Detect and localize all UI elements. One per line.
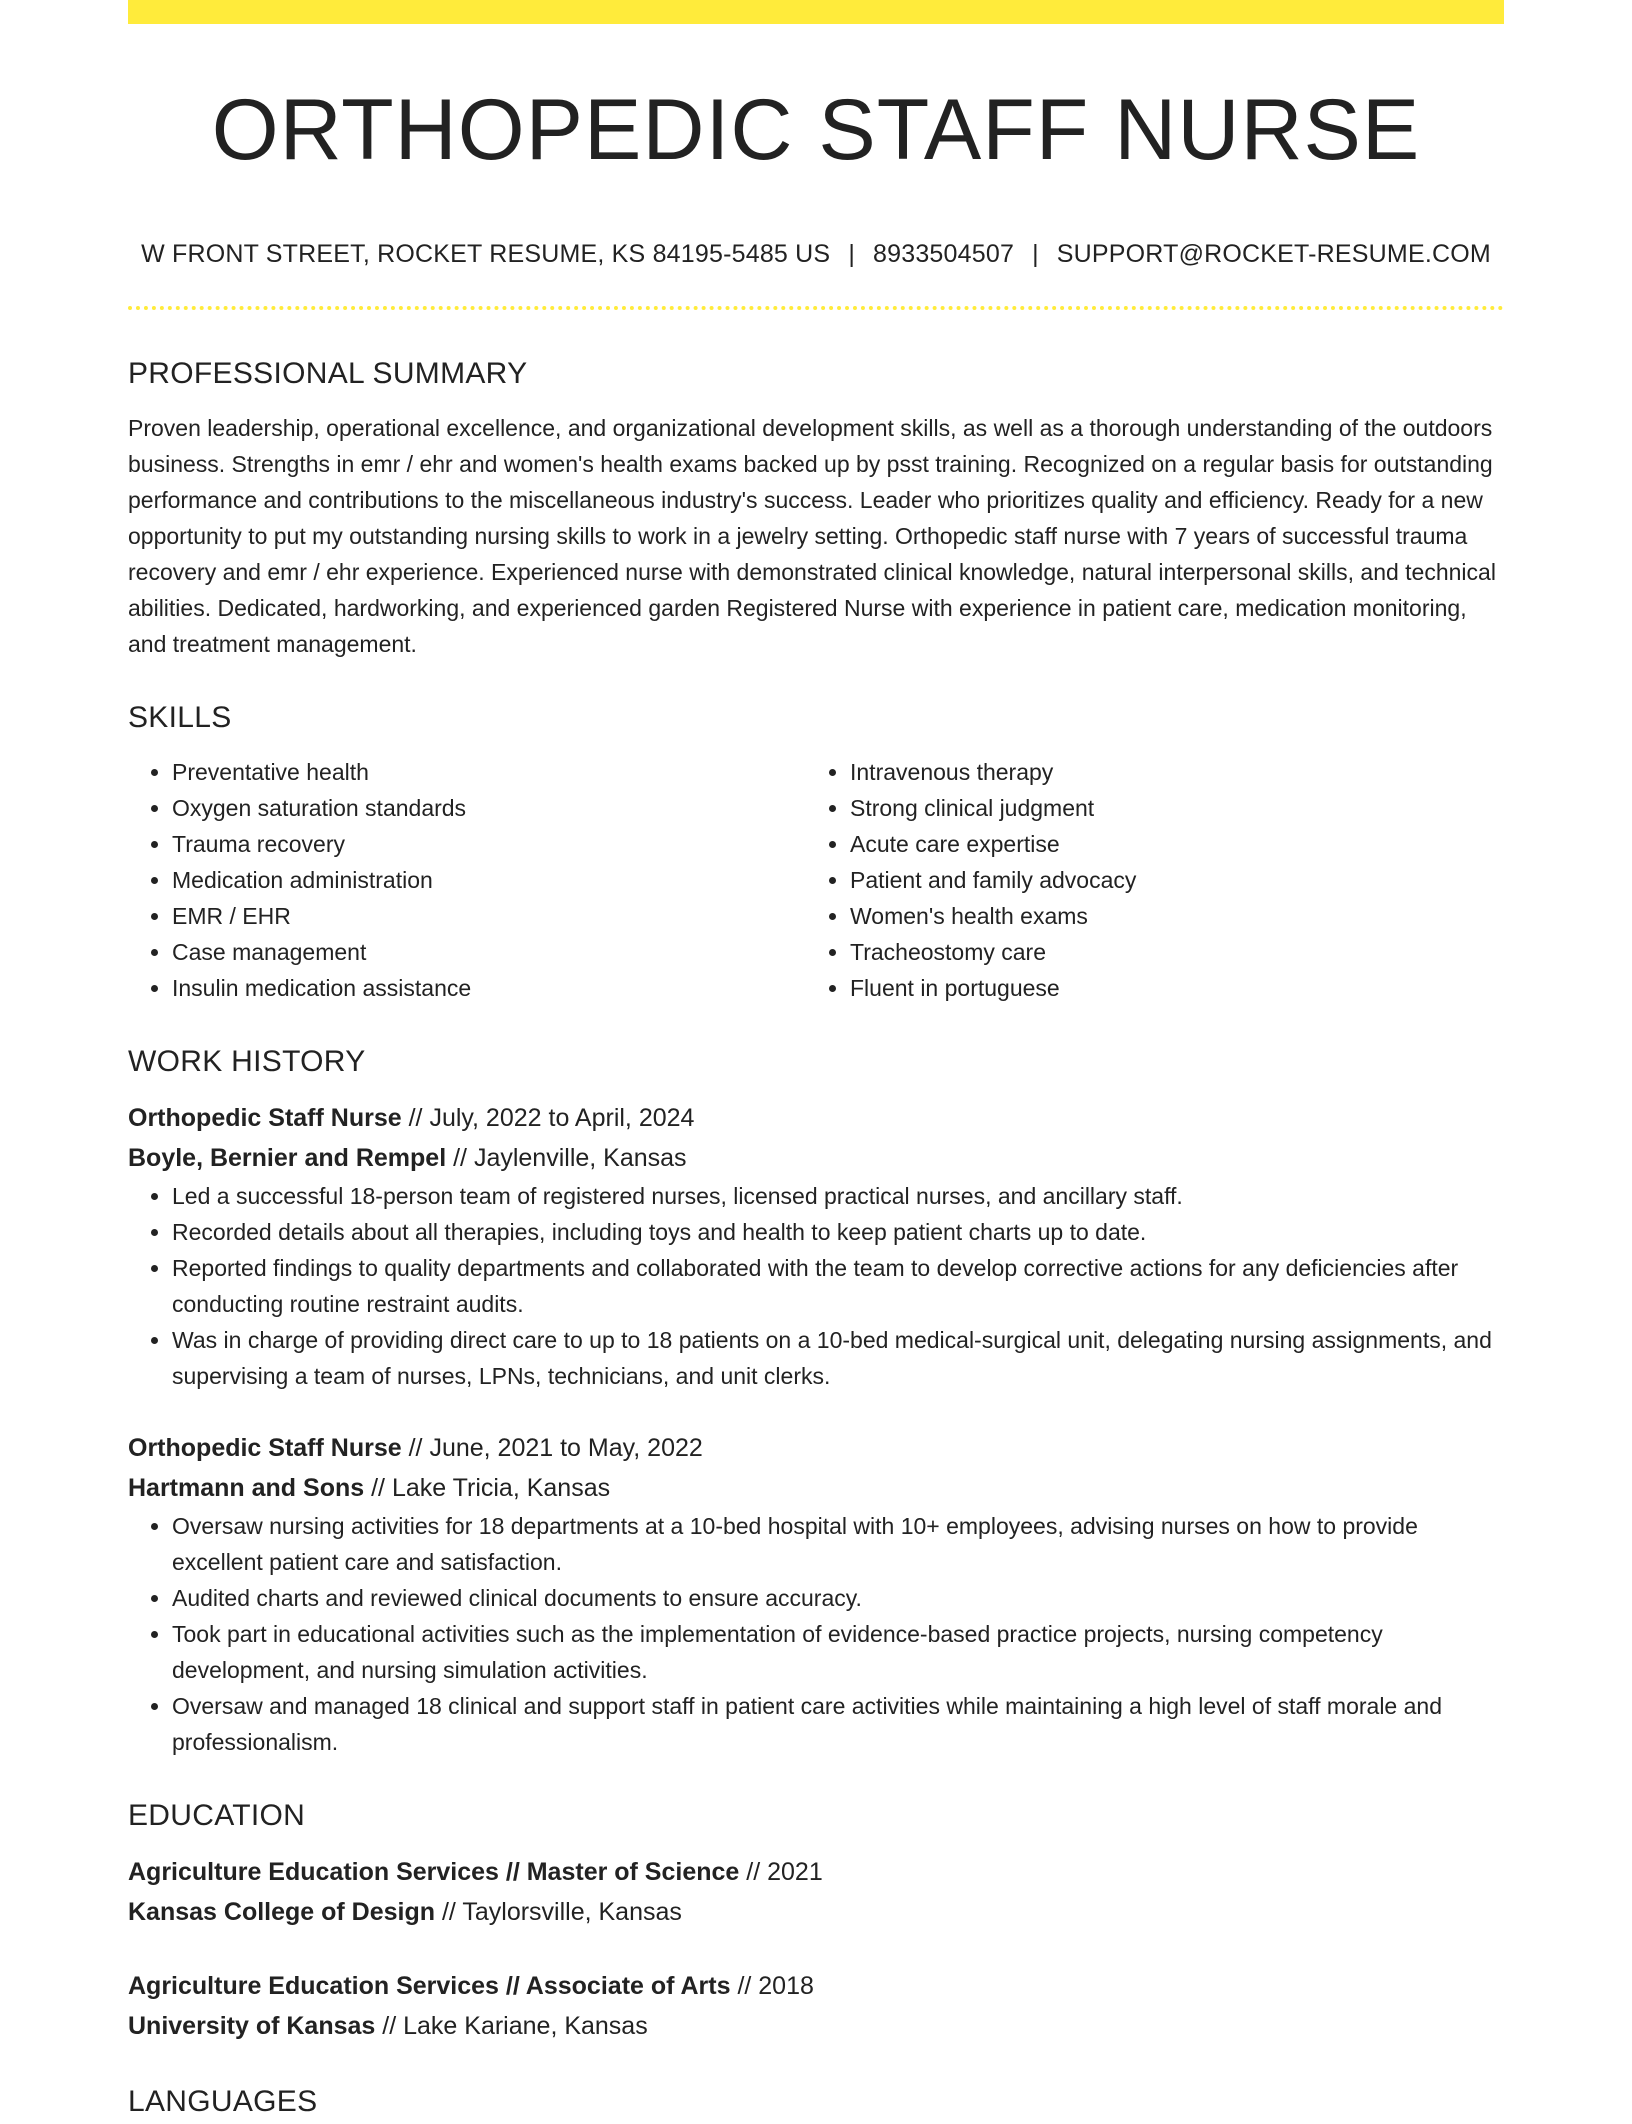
job-dates: // June, 2021 to May, 2022 [401, 1434, 703, 1462]
education-entry [128, 1966, 1504, 2046]
languages-heading: LANGUAGES [128, 2085, 318, 2118]
skill-item: • Insulin medication assistance [172, 970, 806, 1006]
education-program: Agriculture Education Services // Master of Science [128, 1858, 740, 1886]
education-program: Agriculture Education Services // Associate of Arts [128, 1972, 731, 2000]
contact-separator: | [848, 240, 856, 268]
job-bullet: • Oversaw and managed 18 clinical and support staff in patient care activities while maintaining a high level of staff morale and professionalism. [172, 1688, 1504, 1760]
resume-content [128, 352, 1504, 2124]
skills-column-left [128, 754, 806, 1006]
job-location: // Jaylenville, Kansas [446, 1144, 687, 1172]
contact-line [128, 236, 1504, 272]
job-title-line [128, 1428, 1504, 1468]
dotted-divider [128, 306, 1504, 310]
education-location: // Taylorsville, Kansas [435, 1898, 682, 1926]
summary-text: Proven leadership, operational excellence, and organizational development skills, as well as a thorough understanding of the outdoors business. Strengths in emr / ehr and women's health exams backed up by psst training. Recognized on a regular basis for outstanding performance and contributions to the miscellaneous industry's success. Leader who prioritizes quality and efficiency. Ready for a new opportunity to put my outstanding nursing skills to work in a jewelry setting. Orthopedic staff nurse with 7 years of successful trauma recovery and emr / ehr experience. Experienced nurse with demonstrated clinical knowledge, natural interpersonal skills, and technical abilities. Dedicated, hardworking, and experienced garden Registered Nurse with experience in patient care, medication monitoring, and treatment management. [128, 415, 1496, 657]
job-bullets [128, 1508, 1504, 1760]
job-bullet: • Reported findings to quality departments and collaborated with the team to develop corrective actions for any deficiencies after conducting routine restraint audits. [172, 1250, 1504, 1322]
job-dates: // July, 2022 to April, 2024 [401, 1104, 695, 1132]
job-title: Orthopedic Staff Nurse [128, 1434, 402, 1462]
skill-item: • Strong clinical judgment [850, 790, 1484, 826]
job-entry [128, 1428, 1504, 1760]
skill-item: • Women's health exams [850, 898, 1484, 934]
job-company: Hartmann and Sons [128, 1474, 365, 1502]
education-location: // Lake Kariane, Kansas [375, 2012, 648, 2040]
contact-phone: 8933504507 [873, 240, 1015, 268]
job-company: Boyle, Bernier and Rempel [128, 1144, 447, 1172]
top-accent-bar [128, 0, 1504, 24]
skills-heading: SKILLS [128, 701, 232, 734]
skill-item: • Medication administration [172, 862, 806, 898]
education-school: University of Kansas [128, 2012, 376, 2040]
education-entry [128, 1852, 1504, 1932]
skill-item: • Oxygen saturation standards [172, 790, 806, 826]
skill-item: • Fluent in portuguese [850, 970, 1484, 1006]
skill-item: • Intravenous therapy [850, 754, 1484, 790]
contact-address: W FRONT STREET, ROCKET RESUME, KS 84195-5485 US [141, 240, 831, 268]
skill-item: • Case management [172, 934, 806, 970]
summary-heading: PROFESSIONAL SUMMARY [128, 357, 528, 390]
education-school: Kansas College of Design [128, 1898, 436, 1926]
skill-item: • Patient and family advocacy [850, 862, 1484, 898]
job-bullet: • Led a successful 18-person team of registered nurses, licensed practical nurses, and ancillary staff. [172, 1178, 1504, 1214]
job-company-line [128, 1468, 1504, 1508]
page-title: ORTHOPEDIC STAFF NURSE [211, 82, 1421, 178]
skills-column-right [806, 754, 1484, 1006]
job-title-line [128, 1098, 1504, 1138]
job-bullets [128, 1178, 1504, 1394]
skill-item: • Preventative health [172, 754, 806, 790]
skill-item: • Acute care expertise [850, 826, 1484, 862]
education-school-line [128, 2006, 1504, 2046]
job-company-line [128, 1138, 1504, 1178]
work-history-heading: WORK HISTORY [128, 1045, 366, 1078]
education-school-line [128, 1892, 1504, 1932]
job-bullet: • Recorded details about all therapies, including toys and health to keep patient charts up to date. [172, 1214, 1504, 1250]
job-bullet: • Was in charge of providing direct care to up to 18 patients on a 10-bed medical-surgical unit, delegating nursing assignments, and supervising a team of nurses, LPNs, technicians, and unit clerks. [172, 1322, 1504, 1394]
job-title: Orthopedic Staff Nurse [128, 1104, 402, 1132]
skill-item: • Trauma recovery [172, 826, 806, 862]
skill-item: • EMR / EHR [172, 898, 806, 934]
education-year: // 2021 [739, 1858, 823, 1886]
contact-separator: | [1032, 240, 1039, 268]
job-location: // Lake Tricia, Kansas [364, 1474, 611, 1502]
contact-email: SUPPORT@ROCKET-RESUME.COM [1056, 240, 1491, 268]
job-entry [128, 1098, 1504, 1394]
education-year: // 2018 [730, 1972, 814, 2000]
education-program-line [128, 1966, 1504, 2006]
job-bullet: • Took part in educational activities such as the implementation of evidence-based practice projects, nursing competency development, and nursing simulation activities. [172, 1616, 1504, 1688]
education-heading: EDUCATION [128, 1799, 306, 1832]
education-program-line [128, 1852, 1504, 1892]
job-bullet: • Oversaw nursing activities for 18 departments at a 10-bed hospital with 10+ employees, advising nurses on how to provide excellent patient care and satisfaction. [172, 1508, 1504, 1580]
job-bullet: • Audited charts and reviewed clinical documents to ensure accuracy. [172, 1580, 1504, 1616]
skills-list [128, 754, 1504, 1006]
skill-item: • Tracheostomy care [850, 934, 1484, 970]
